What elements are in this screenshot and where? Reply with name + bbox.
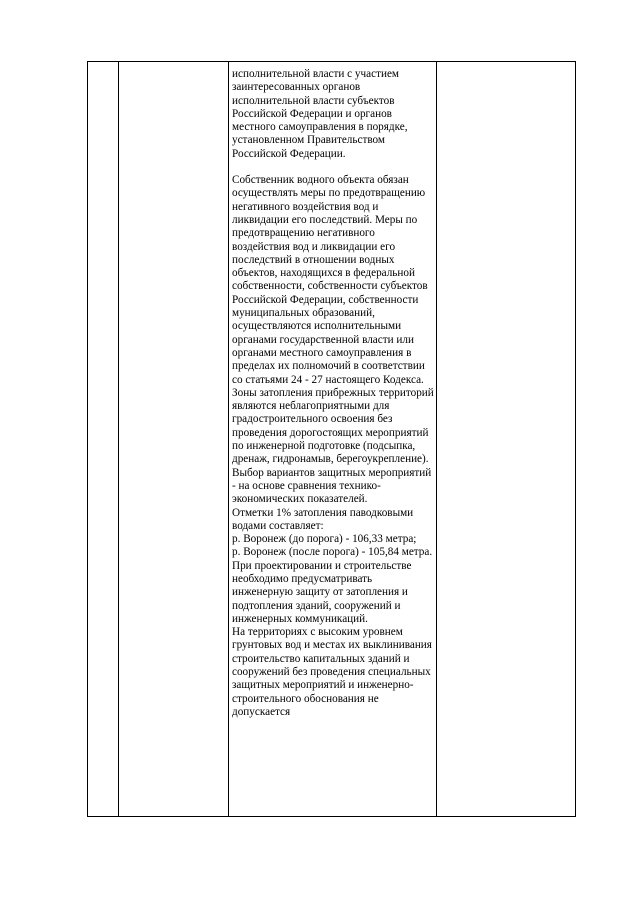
paragraph: Собственник водного объекта обязан осуществлять меры по предотвращению негативного воздействия вод и ликвидации его последствий. Меры по предотвращению негативного воздействия вод и ликвидации его последствий в отношении водных объектов, находящихся в федеральной собственности, собственности субъектов Российской Федерации, собственности муниципальных образований, осуществляются исполнительными органами государственной власти или органами местного самоуправления в пределах их полномочий в соответствии со статьями 24 - 27 настоящего Кодекса. <box>232 174 428 386</box>
paragraph: р. Воронеж (до порога) - 106,33 метра; <box>232 533 417 546</box>
paragraph: Выбор вариантов защитных мероприятий - на основе сравнения технико-экономических показателей. <box>232 466 432 506</box>
column-divider <box>436 62 437 816</box>
paragraph: Зоны затопления прибрежных территорий являются неблагоприятными для градостроительного освоения без проведения дорогостоящих мероприятий по инженерной подготовке (подсыпка, дренаж, гидронамыв, берегоукрепление). <box>232 386 434 466</box>
table-cell-text <box>232 68 435 719</box>
column-divider <box>228 62 229 816</box>
paragraph: При проектировании и строительстве необходимо предусматривать инженерную защиту от затопления и подтопления зданий, сооружений и инженерных коммуникаций. <box>232 559 412 625</box>
paragraph: На территориях с высоким уровнем грунтовых вод и местах их выклинивания строительство капитальных зданий и сооружений без проведения специальных защитных мероприятий и инженерно-строительного обоснования не допускается <box>232 626 432 718</box>
column-divider <box>118 62 119 816</box>
paragraph: исполнительной власти с участием заинтересованных органов исполнительной власти субъектов Российской Федерации и органов местного самоуправления в порядке, установленном Правительством Российской Федерации. <box>232 68 408 160</box>
paragraph: Отметки 1% затопления паводковыми водами составляет: <box>232 506 414 532</box>
paragraph: р. Воронеж (после порога) - 105,84 метра. <box>232 546 433 559</box>
